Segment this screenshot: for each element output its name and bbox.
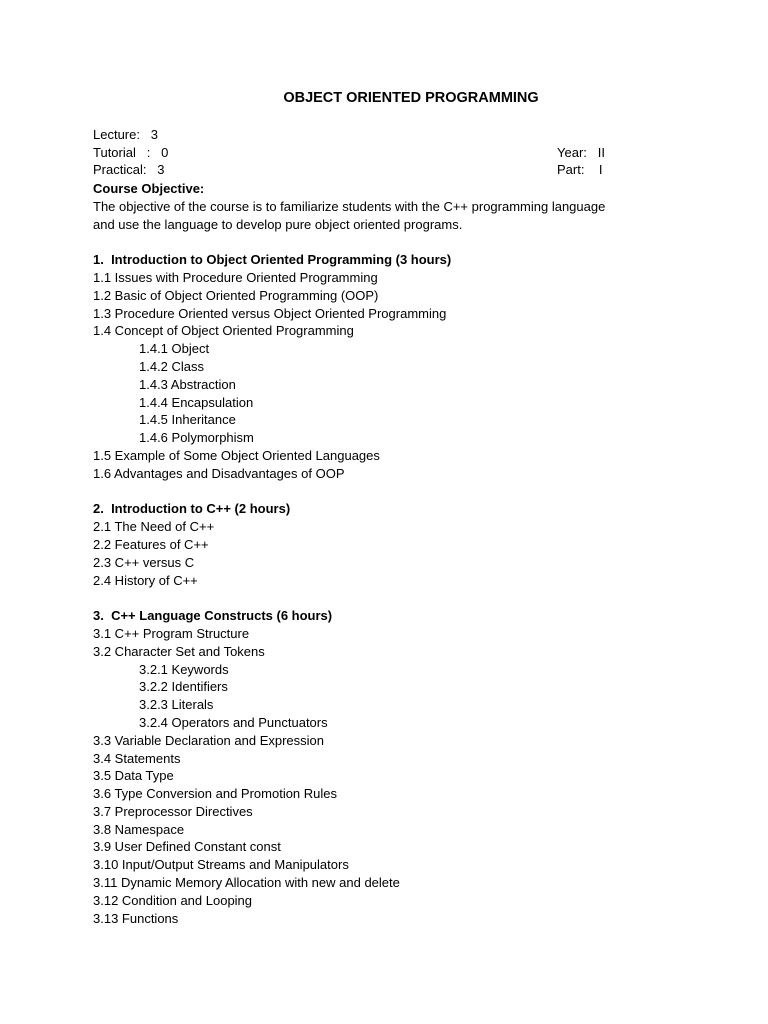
objective-text-line: and use the language to develop pure object oriented programs.: [93, 216, 463, 232]
topic-item: 3.5 Data Type: [93, 768, 174, 784]
topic-item: 3.11 Dynamic Memory Allocation with new and delete: [93, 875, 400, 891]
topic-item: 3.2 Character Set and Tokens: [93, 643, 265, 659]
tutorial-hours: Tutorial : 0: [93, 144, 169, 160]
topic-item: 3.9 User Defined Constant const: [93, 839, 281, 855]
chapter-heading: 3. C++ Language Constructs (6 hours): [93, 608, 333, 624]
topic-item: 3.7 Preprocessor Directives: [93, 803, 253, 819]
topic-item: 1.2 Basic of Object Oriented Programming (OOP): [93, 287, 379, 303]
subtopic-item: 1.4.1 Object: [139, 341, 210, 357]
topic-item: 3.10 Input/Output Streams and Manipulators: [93, 857, 349, 873]
subtopic-item: 3.2.4 Operators and Punctuators: [139, 714, 328, 730]
topic-item: 2.4 History of C++: [93, 572, 198, 588]
subtopic-item: 1.4.5 Inheritance: [139, 412, 236, 428]
part-value: Part: I: [557, 162, 603, 178]
document-title: OBJECT ORIENTED PROGRAMMING: [283, 90, 539, 106]
topic-item: 3.13 Functions: [93, 910, 179, 926]
topic-item: 3.1 C++ Program Structure: [93, 625, 250, 641]
topic-item: 3.12 Condition and Looping: [93, 892, 253, 908]
year-value: Year: II: [557, 144, 605, 160]
topic-item: 1.3 Procedure Oriented versus Object Oriented Programming: [93, 305, 447, 321]
topic-item: 3.8 Namespace: [93, 821, 185, 837]
subtopic-item: 3.2.3 Literals: [139, 697, 214, 713]
subtopic-item: 1.4.4 Encapsulation: [139, 394, 254, 410]
subtopic-item: 3.2.1 Keywords: [139, 661, 229, 677]
subtopic-item: 1.4.6 Polymorphism: [139, 430, 254, 446]
subtopic-item: 1.4.3 Abstraction: [139, 376, 236, 392]
course-meta: [93, 108, 653, 178]
topic-item: 1.4 Concept of Object Oriented Programming: [93, 323, 354, 339]
objective-heading: Course Objective:: [93, 181, 205, 196]
subtopic-item: 3.2.2 Identifiers: [139, 679, 228, 695]
syllabus-body: [93, 180, 693, 927]
lecture-hours: Lecture: 3: [93, 126, 159, 142]
topic-item: 2.1 The Need of C++: [93, 519, 215, 535]
objective-text-line: The objective of the course is to familiarize students with the C++ programming language: [93, 198, 606, 214]
subtopic-item: 1.4.2 Class: [139, 358, 205, 374]
chapter-heading: 1. Introduction to Object Oriented Programming (3 hours): [93, 252, 452, 268]
topic-item: 3.4 Statements: [93, 750, 181, 766]
topic-item: 1.1 Issues with Procedure Oriented Programming: [93, 269, 378, 285]
practical-hours: Practical: 3: [93, 162, 165, 178]
topic-item: 2.2 Features of C++: [93, 536, 209, 552]
topic-item: 3.3 Variable Declaration and Expression: [93, 732, 325, 748]
topic-item: 1.6 Advantages and Disadvantages of OOP: [93, 465, 345, 481]
chapter-heading: 2. Introduction to C++ (2 hours): [93, 501, 291, 517]
topic-item: 2.3 C++ versus C: [93, 554, 195, 570]
topic-item: 3.6 Type Conversion and Promotion Rules: [93, 786, 338, 802]
topic-item: 1.5 Example of Some Object Oriented Languages: [93, 447, 380, 463]
